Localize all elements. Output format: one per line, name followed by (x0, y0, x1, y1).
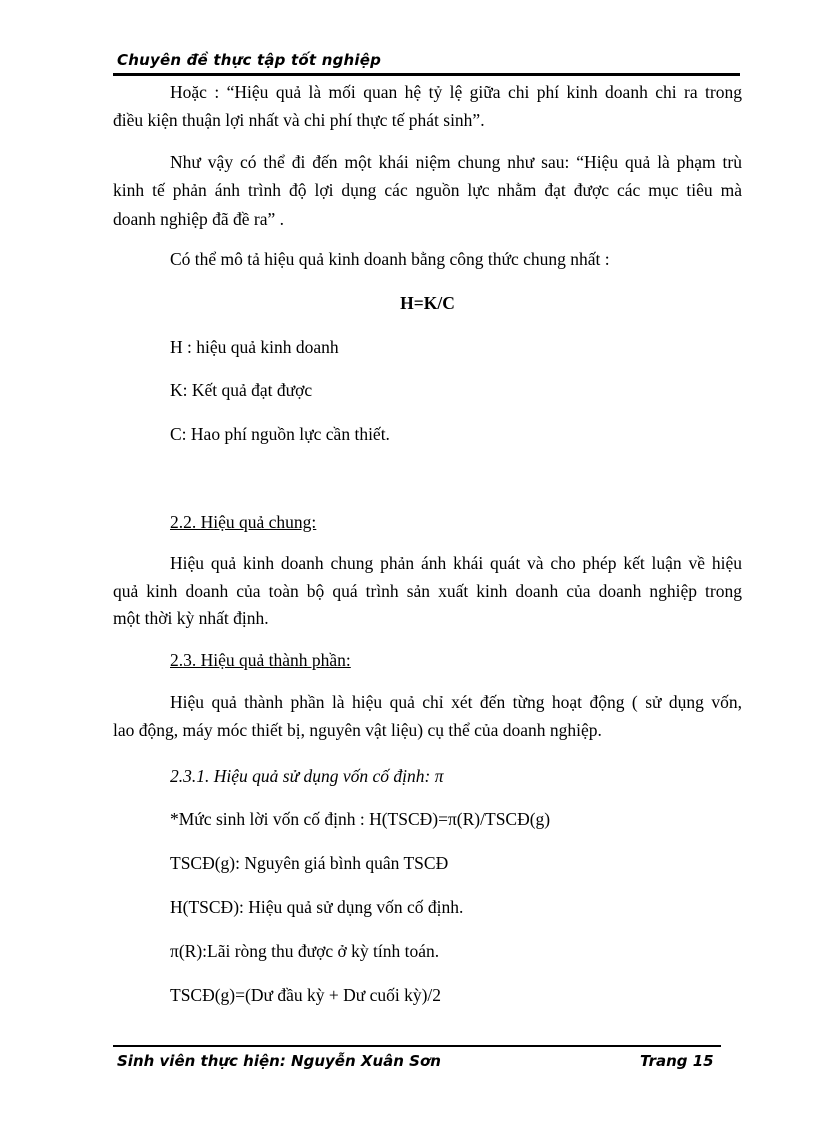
footer-rule (113, 1045, 721, 1047)
paragraph-5-line-2: lao động, máy móc thiết bị, nguyên vật liệu) cụ thể của doanh nghiệp. (113, 720, 602, 740)
footer-page-number: Trang 15 (640, 1052, 714, 1070)
paragraph-2-line-3: doanh nghiệp đã đề ra” . (113, 209, 285, 229)
paragraph-5-line-1: Hiệu quả thành phần là hiệu quả chỉ xét đến từng hoạt động ( sử dụng vốn, (170, 692, 742, 712)
definition-h: H : hiệu quả kinh doanh (170, 337, 339, 357)
paragraph-3: Có thể mô tả hiệu quả kinh doanh bằng công thức chung nhất : (170, 249, 610, 269)
definition-h-tscd: H(TSCĐ): Hiệu quả sử dụng vốn cố định. (170, 897, 464, 917)
formula-tscd-g: TSCĐ(g)=(Dư đầu kỳ + Dư cuối kỳ)/2 (170, 985, 442, 1005)
heading-2-3-1: 2.3.1. Hiệu quả sử dụng vốn cố định: π (170, 766, 444, 786)
definition-c: C: Hao phí nguồn lực cần thiết. (170, 424, 390, 444)
formula-main: H=K/C (400, 293, 455, 313)
definition-k: K: Kết quả đạt được (170, 380, 313, 400)
paragraph-4-line-1: Hiệu quả kinh doanh chung phản ánh khái quát và cho phép kết luận về hiệu (170, 553, 742, 573)
paragraph-1-line-1: Hoặc : “Hiệu quả là mối quan hệ tỷ lệ giữa chi phí kinh doanh chi ra trong (170, 82, 742, 102)
heading-2-3: 2.3. Hiệu quả thành phần: (170, 650, 351, 670)
paragraph-2-line-1: Như vậy có thể đi đến một khái niệm chung như sau: “Hiệu quả là phạm trù (170, 152, 742, 172)
formula-fixed-capital-profit: *Mức sinh lời vốn cố định : H(TSCĐ)=π(R)/TSCĐ(g) (170, 809, 551, 829)
page-header-title: Chuyên đề thực tập tốt nghiệp (117, 51, 382, 69)
footer-student: Sinh viên thực hiện: Nguyễn Xuân Sơn (117, 1052, 441, 1070)
heading-2-2: 2.2. Hiệu quả chung: (170, 512, 317, 532)
paragraph-1-line-2: điều kiện thuận lợi nhất và chi phí thực tế phát sinh”. (113, 110, 485, 130)
paragraph-2-line-2: kinh tế phản ánh trình độ lợi dụng các nguồn lực nhằm đạt được các mục tiêu mà (113, 180, 742, 200)
header-rule (113, 73, 740, 76)
paragraph-4-line-2: quả kinh doanh của toàn bộ quá trình sản xuất kinh doanh của doanh nghiệp trong (113, 581, 742, 601)
paragraph-4-line-3: một thời kỳ nhất định. (113, 608, 269, 628)
definition-tscd-g: TSCĐ(g): Nguyên giá bình quân TSCĐ (170, 853, 449, 873)
definition-pi-r: π(R):Lãi ròng thu được ở kỳ tính toán. (170, 941, 440, 961)
